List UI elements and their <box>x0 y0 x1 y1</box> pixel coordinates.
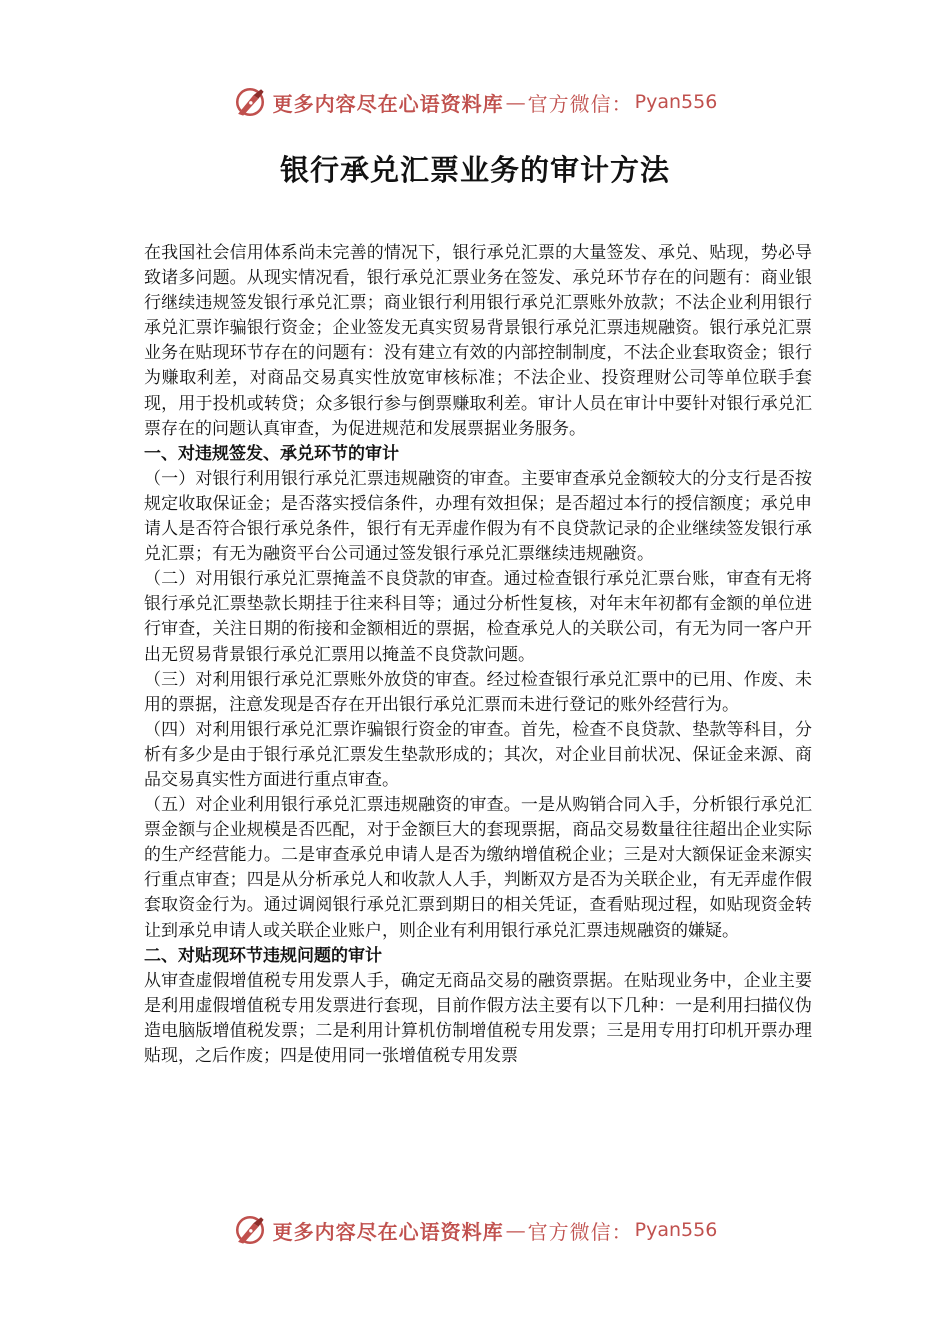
section-1-heading: 一、对违规签发、承兑环节的审计 <box>144 443 399 464</box>
pen-nib-logo-icon <box>233 1213 267 1247</box>
banner-brand-text: 更多内容尽在心语资料库 <box>272 1219 504 1244</box>
section-2-heading: 二、对贴现环节违规问题的审计 <box>144 945 382 966</box>
section-1-paragraph: （五）对企业利用银行承兑汇票违规融资的审查。一是从购销合同入手，分析银行承兑汇票金额与企业规模是否匹配，对于金额巨大的套现票据，商品交易数量往往超出企业实际的生产经营能力。二是审查承兑申请人是否为缴纳增值税企业；三是对大额保证金来源实行重点审查；四是从分析承兑人和收款人人手，判断双方是否为关联企业，有无弄虚作假套取资金行为。通过调阅银行承兑汇票到期日的相关凭证，查看贴现过程，如贴现资金转让到承兑申请人或关联企业账户，则企业有利用银行承兑汇票违规融资的嫌疑。 <box>144 795 812 941</box>
banner-brand-text: 更多内容尽在心语资料库 <box>272 91 504 116</box>
banner-wechat-label: 官方微信： <box>527 91 633 116</box>
section-1-paragraph: （四）对利用银行承兑汇票诈骗银行资金的审查。首先，检查不良贷款、垫款等科目，分析有多少是由于银行承兑汇票发生垫款形成的；其次，对企业目前状况、保证金来源、商品交易真实性方面进行重点审查。 <box>144 719 812 790</box>
header-banner <box>0 82 950 122</box>
banner-dash: — <box>505 1218 526 1242</box>
banner-wechat-handle: Pyan556 <box>634 91 718 113</box>
section-1-paragraph: （三）对利用银行承兑汇票账外放贷的审查。经过检查银行承兑汇票中的已用、作废、未用的票据，注意发现是否存在开出银行承兑汇票而未进行登记的账外经营行为。 <box>144 669 812 715</box>
section-1-paragraph: （二）对用银行承兑汇票掩盖不良贷款的审查。通过检查银行承兑汇票台账，审查有无将银行承兑汇票垫款长期挂于往来科目等；通过分析性复核，对年末年初都有金额的单位进行审查，关注日期的衔接和金额相近的票据，检查承兑人的关联公司，有无为同一客户开出无贸易背景银行承兑汇票用以掩盖不良贷款问题。 <box>144 569 812 665</box>
section-1-paragraph: （一）对银行利用银行承兑汇票违规融资的审查。主要审查承兑金额较大的分支行是否按规定收取保证金；是否落实授信条件，办理有效担保；是否超过本行的授信额度；承兑申请人是否符合银行承兑条件，银行有无弄虚作假为有不良贷款记录的企业继续签发银行承兑汇票；有无为融资平台公司通过签发银行承兑汇票继续违规融资。 <box>144 468 812 565</box>
section-2-paragraph: 从审查虚假增值税专用发票人手，确定无商品交易的融资票据。在贴现业务中，企业主要是利用虚假增值税专用发票进行套现，目前作假方法主要有以下几种：一是利用扫描仪伪造电脑版增值税发票；二是利用计算机仿制增值税专用发票；三是用专用打印机开票办理贴现，之后作废；四是使用同一张增值税专用发票 <box>144 970 812 1066</box>
footer-banner <box>0 1210 950 1250</box>
banner-wechat-handle: Pyan556 <box>634 1219 718 1241</box>
pen-nib-logo-icon <box>233 85 267 119</box>
document-title: 银行承兑汇票业务的审计方法 <box>279 153 670 187</box>
intro-paragraph: 在我国社会信用体系尚未完善的情况下，银行承兑汇票的大量签发、承兑、贴现，势必导致诸多问题。从现实情况看，银行承兑汇票业务在签发、承兑环节存在的问题有：商业银行继续违规签发银行承兑汇票；商业银行利用银行承兑汇票账外放款；不法企业利用银行承兑汇票诈骗银行资金；企业签发无真实贸易背景银行承兑汇票违规融资。银行承兑汇票业务在贴现环节存在的问题有：没有建立有效的内部控制制度，不法企业套取资金；银行为赚取利差，对商品交易真实性放宽审核标准；不法企业、投资理财公司等单位联手套现，用于投机或转贷；众多银行参与倒票赚取利差。审计人员在审计中要针对银行承兑汇票存在的问题认真审查，为促进规范和发展票据业务服务。 <box>144 243 812 439</box>
banner-dash: — <box>505 90 526 114</box>
document-body <box>144 241 812 1069</box>
banner-wechat-label: 官方微信： <box>527 1219 633 1244</box>
